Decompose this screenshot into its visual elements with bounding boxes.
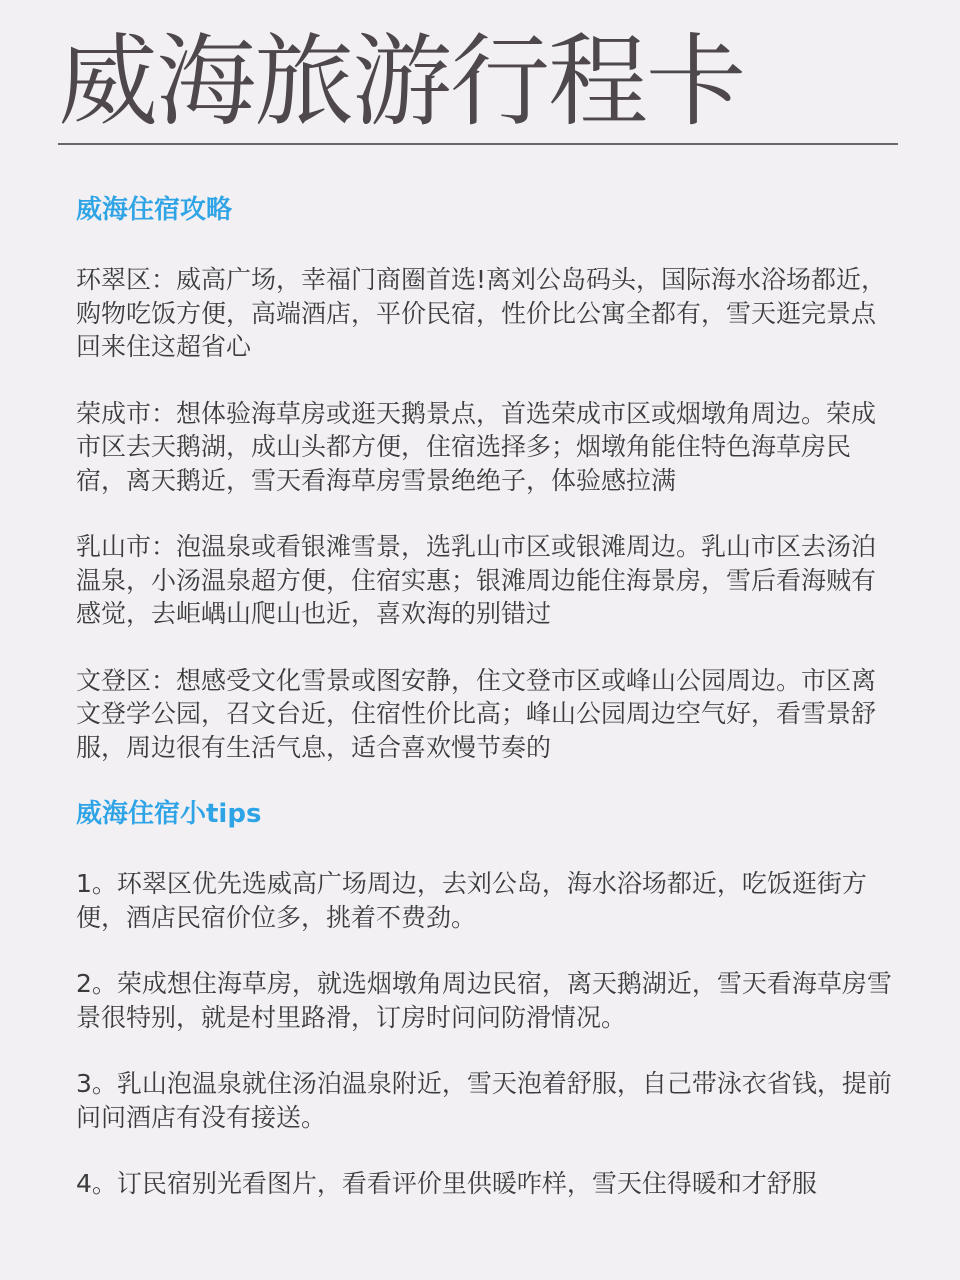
title-divider: [58, 143, 898, 145]
lodging-paragraph-huancui: 环翠区：威高广场，幸福门商圈首选!离刘公岛码头，国际海水浴场都近，购物吃饭方便，高端酒店，平价民宿，性价比公寓全都有，雪天逛完景点回来住这超省心: [76, 265, 887, 361]
lodging-paragraph-rushan: 乳山市：泡温泉或看银滩雪景，选乳山市区或银滩周边。乳山市区去汤泊温泉，小汤温泉超方便，住宿实惠；银滩周边能住海景房，雪后看海贼有感觉，去岠嵎山爬山也近，喜欢海的别错过: [76, 532, 877, 628]
tip-item-4: 4。订民宿别光看图片，看看评价里供暖咋样，雪天住得暖和才舒服: [76, 1169, 817, 1198]
lodging-paragraph-rongcheng: 荣成市：想体验海草房或逛天鹅景点，首选荣成市区或烟墩角周边。荣成市区去天鹅湖，成山头都方便，住宿选择多；烟墩角能住特色海草房民宿，离天鹅近，雪天看海草房雪景绝绝子，体验感拉满: [76, 398, 877, 495]
tip-item-2: 2。荣成想住海草房，就选烟墩角周边民宿，离天鹅湖近，雪天看海草房雪景很特别，就是村里路滑，订房时问问防滑情况。: [76, 969, 892, 1032]
tip-item-3: 3。乳山泡温泉就住汤泊温泉附近，雪天泡着舒服，自己带泳衣省钱，提前问问酒店有没有接送。: [76, 1069, 892, 1132]
content: [76, 190, 896, 1201]
page-title: 威海旅游行程卡: [58, 23, 744, 140]
tip-item-1: 1。环翠区优先选威高广场周边，去刘公岛，海水浴场都近，吃饭逛街方便，酒店民宿价位多，挑着不费劲。: [76, 869, 867, 932]
section-heading-lodging-tips: 威海住宿小tips: [76, 799, 262, 829]
lodging-paragraph-wendeng: 文登区：想感受文化雪景或图安静，住文登市区或峰山公园周边。市区离文登学公园，召文台近，住宿性价比高；峰山公园周边空气好，看雪景舒服，周边很有生活气息，适合喜欢慢节奏的: [76, 665, 877, 762]
section-heading-lodging-guide: 威海住宿攻略: [76, 195, 233, 225]
